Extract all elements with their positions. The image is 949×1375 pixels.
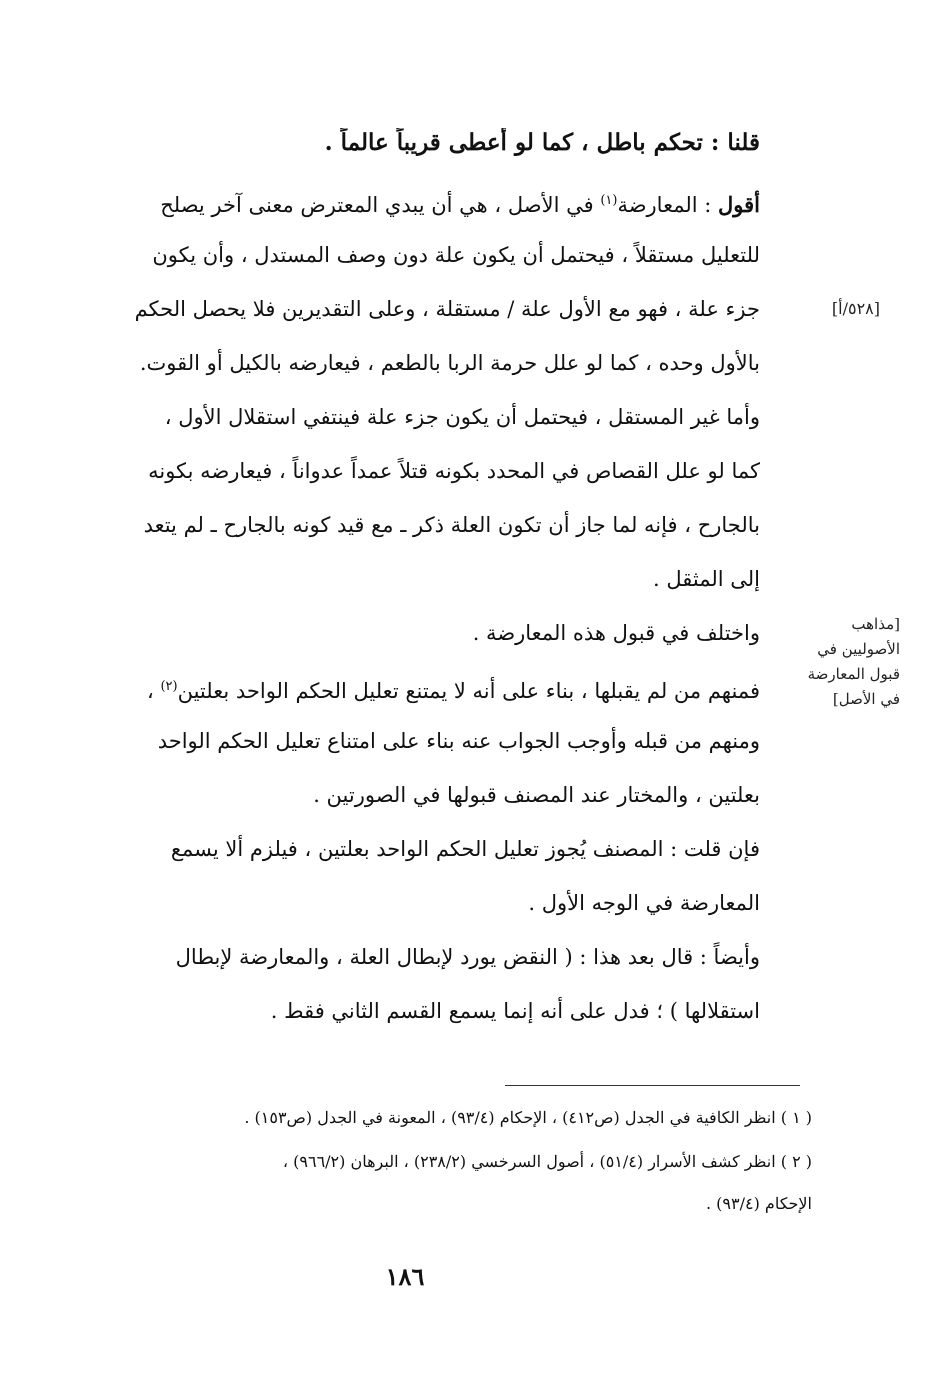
- margin-note-line: في الأصل]: [832, 690, 900, 708]
- footnote-2: ( ٢ ) انظر كشف الأسرار (٥١/٤) ، أصول السرخسي (٢٣٨/٢) ، البرهان (٩٦٦/٢) ،: [282, 1152, 812, 1171]
- line-rest: ،: [147, 679, 161, 703]
- margin-section-note: [800, 612, 900, 712]
- text-line-10: [55, 672, 760, 706]
- text-line-1: [55, 186, 760, 220]
- text-line-6: كما لو علل القصاص في المحدد بكونه قتلاً عمداً عدواناً ، فيعارضه بكونه: [148, 459, 760, 483]
- text-line-13: فإن قلت : المصنف يُجوز تعليل الحكم الواحد بعلتين ، فيلزم ألا يسمع: [170, 837, 760, 861]
- margin-note-line: الأصوليين في: [817, 640, 900, 658]
- text-line-12: بعلتين ، والمختار عند المصنف قبولها في الصورتين .: [313, 783, 760, 807]
- text-line-14: المعارضة في الوجه الأول .: [528, 891, 760, 915]
- section-heading: قلنا : تحكم باطل ، كما لو أعطى قريباً عالماً .: [324, 129, 760, 156]
- line-rest: في الأصل ، هي أن يبدي المعترض معنى آخر يصلح: [160, 193, 601, 217]
- text-line-4: بالأول وحده ، كما لو علل حرمة الربا بالطعم ، فيعارضه بالكيل أو القوت.: [139, 351, 760, 375]
- footnote-ref-2[interactable]: (٢): [160, 679, 178, 694]
- page-number: ١٨٦: [385, 1262, 425, 1291]
- footnote-divider: [505, 1085, 800, 1086]
- text-line-11: ومنهم من قبله وأوجب الجواب عنه بناء على امتناع تعليل الحكم الواحد: [157, 729, 760, 753]
- margin-note-line: [مذاهب: [851, 615, 900, 633]
- footnote-1: ( ١ ) انظر الكافية في الجدل (ص٤١٢) ، الإحكام (٩٣/٤) ، المعونة في الجدل (ص١٥٣) .: [244, 1108, 812, 1127]
- line-text: فمنهم من لم يقبلها ، بناء على أنه لا يمتنع تعليل الحكم الواحد بعلتين: [177, 679, 760, 703]
- text-line-9: واختلف في قبول هذه المعارضة .: [472, 621, 760, 645]
- text-line-8: إلى المثقل .: [653, 567, 760, 591]
- margin-note-line: قبول المعارضة: [807, 665, 900, 683]
- text-line-16: استقلالها ) ؛ فدل على أنه إنما يسمع القسم الثاني فقط .: [270, 999, 760, 1023]
- footnote-ref-1[interactable]: (١): [600, 193, 618, 208]
- text-line-15: وأيضاً : قال بعد هذا : ( النقض يورد لإبطال العلة ، والمعارضة لإبطال: [175, 945, 760, 969]
- text-line-7: بالجارح ، فإنه لما جاز أن تكون العلة ذكر ـ مع قيد كونه بالجارح ـ لم يتعد: [143, 513, 760, 537]
- text-line-3: جزء علة ، فهو مع الأول علة / مستقلة ، وعلى التقديرين فلا يحصل الحكم: [134, 297, 760, 321]
- margin-manuscript-ref: [٥٢٨/أ]: [831, 299, 880, 318]
- text-line-2: للتعليل مستقلاً ، فيحتمل أن يكون علة دون وصف المستدل ، وأن يكون: [152, 243, 760, 267]
- line-text: : المعارضة: [617, 193, 719, 217]
- text-line-5: وأما غير المستقل ، فيحتمل أن يكون جزء علة فينتفي استقلال الأول ،: [164, 405, 760, 429]
- lead-word: أقول: [718, 192, 760, 217]
- footnote-2-continued: الإحكام (٩٣/٤) .: [706, 1194, 812, 1213]
